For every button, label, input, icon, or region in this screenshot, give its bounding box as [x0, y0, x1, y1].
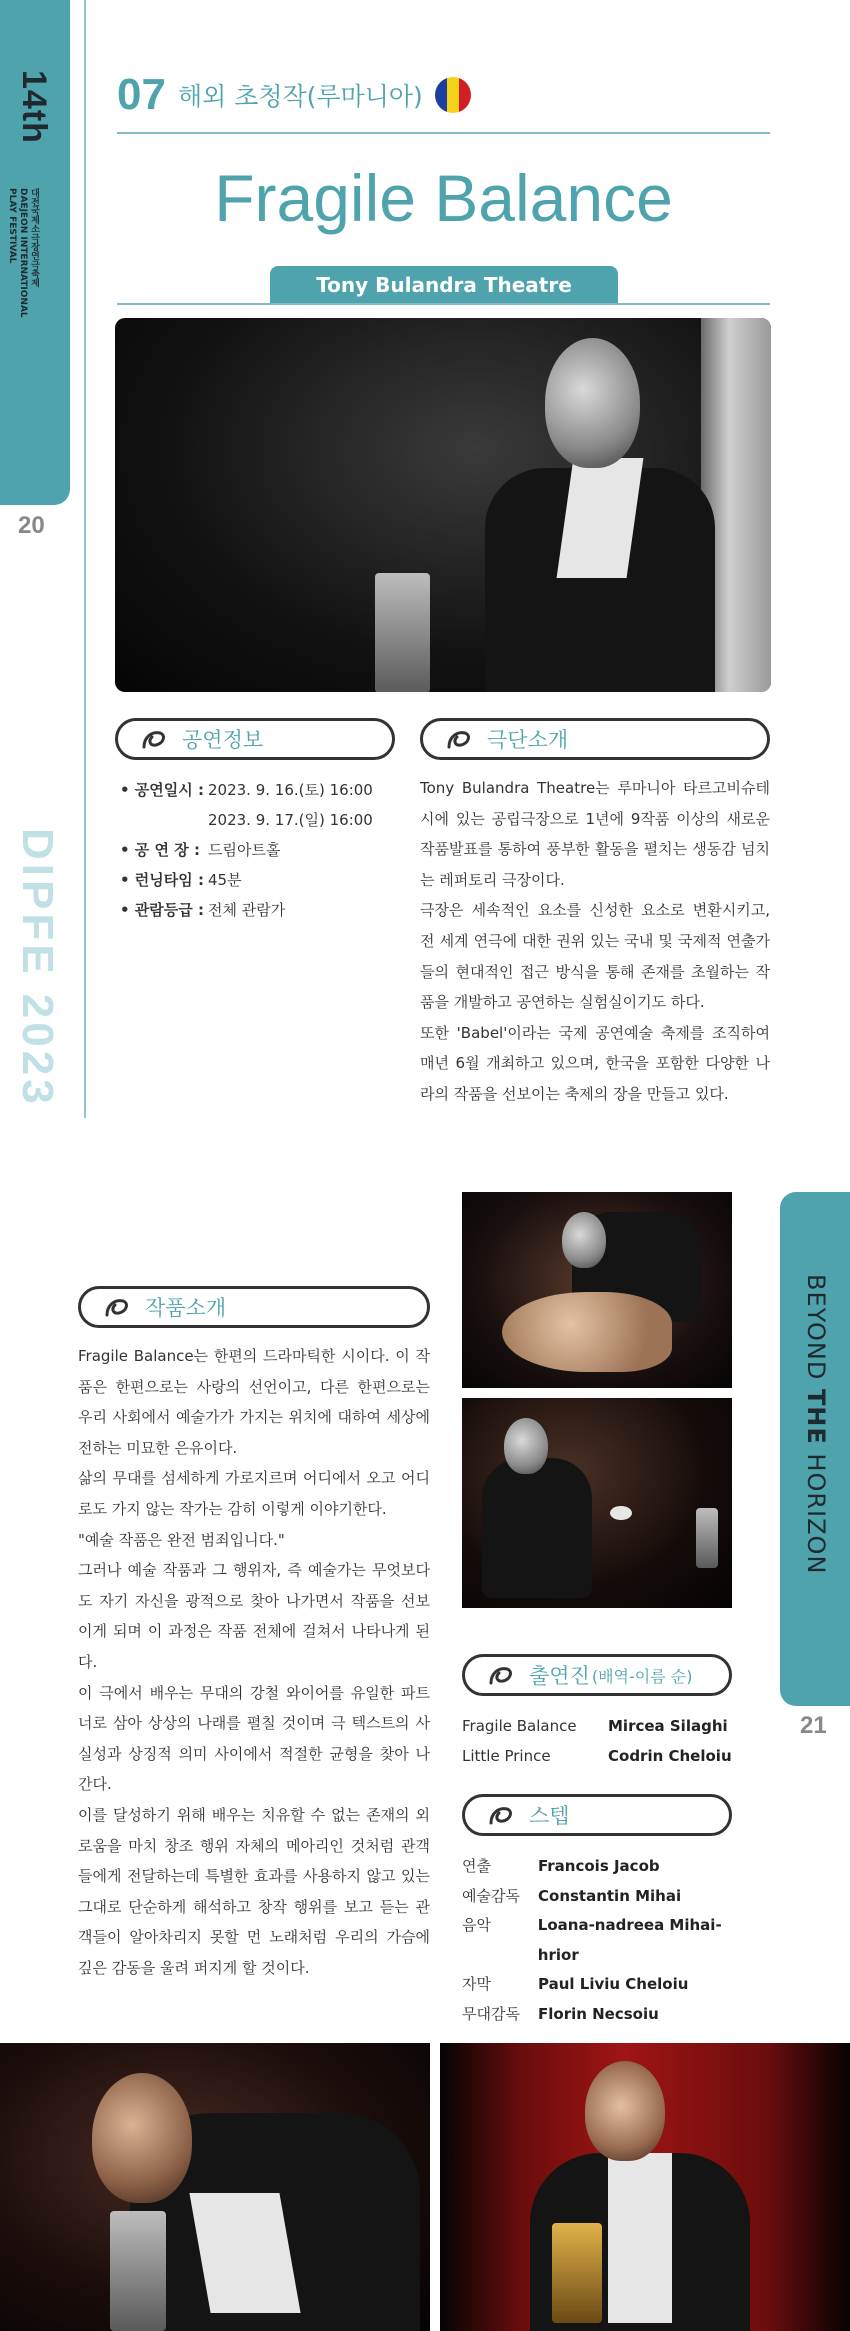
- paragraph: 이 극에서 배우는 무대의 강철 와이어를 유일한 파트너로 삼아 상상의 나래를 펼칠 것이며 극 텍스트의 사실성과 상징적 의미 사이에서 적절한 균형을 찾아 나간다.: [78, 1683, 430, 1794]
- paragraph: 그러나 예술 작품과 그 행위자, 즉 예술가는 무엇보다도 자기 자신을 광적으로 찾아 나가면서 작품을 선보이게 되며 이 과정은 작품 전체에 걸쳐서 나타나게 된다.: [78, 1561, 430, 1671]
- performance-info-header: [115, 718, 395, 760]
- section-header: [117, 70, 471, 120]
- actor-head: [545, 338, 640, 468]
- actor-head: [504, 1418, 548, 1474]
- cast-header: [462, 1654, 732, 1696]
- pen-icon: [140, 727, 168, 751]
- info-value: 전체 관람가: [208, 901, 286, 919]
- play-title: Fragile Balance: [214, 161, 673, 235]
- staff-list: [462, 1852, 762, 2030]
- bare-foot: [502, 1292, 672, 1372]
- info-key: • 관람등급 :: [120, 901, 204, 919]
- tagline-part: BEYOND: [802, 1274, 830, 1389]
- staff-name: Francois Jacob: [538, 1857, 660, 1875]
- cast-role: Fragile Balance: [462, 1717, 577, 1735]
- company-pill: Tony Bulandra Theatre: [270, 266, 618, 304]
- staff-row: [462, 1882, 762, 1912]
- section-category: 해외 초청작(루마니아): [177, 82, 423, 111]
- music-box: [375, 573, 430, 692]
- paragraph: 이를 달성하기 위해 배우는 치유할 수 없는 존재의 외로움을 마치 창조 행위 자체의 메아리인 것처럼 관객들에게 전달하는데 특별한 효과를 사용하지 않고 있는 그대로 단순하게 해석하고 창작 행위를 보고 듣는 관객들이 알아차리지 못할 먼 노래처럼 우리의 가슴에 깊은 감동을 울려 퍼지게 할 것이다.: [78, 1805, 430, 1977]
- flag-stripe: [435, 77, 447, 113]
- info-key: • 공 연 장 :: [120, 841, 200, 859]
- side-tab-right: [780, 1192, 850, 1706]
- stage-photo-2: [462, 1398, 732, 1608]
- edition-label: [14, 70, 53, 144]
- info-row: [120, 895, 390, 925]
- tagline-part: HORIZON: [802, 1444, 830, 1575]
- music-box: [110, 2211, 166, 2331]
- pen-icon: [487, 1803, 515, 1827]
- pen-icon: [487, 1663, 515, 1687]
- info-value: 2023. 9. 16.(토) 16:00: [208, 781, 373, 799]
- staff-role: 예술감독: [462, 1886, 520, 1905]
- side-tab-left: [0, 0, 70, 505]
- festival-name-en-1: DAEJEON INTERNATIONAL: [18, 188, 28, 318]
- staff-name: Loana-nadreea Mihai-hrior: [537, 1916, 722, 1964]
- staff-name: Constantin Mihai: [538, 1886, 682, 1905]
- company-intro-header: [420, 718, 770, 760]
- stage-photo-1: [462, 1192, 732, 1388]
- cast-list: [462, 1712, 732, 1771]
- actor-head: [562, 1212, 606, 1268]
- section-number: 07: [117, 70, 166, 119]
- paragraph: Tony Bulandra Theatre는 루마니아 타르고비슈테 시에 있는 공립극장으로 1년에 9작품 이상의 새로운 작품발표를 통하여 풍부한 활동을 펼치는 생동감 넘치는 레퍼토리 극장이다.: [420, 779, 770, 889]
- work-intro-header: [78, 1286, 430, 1328]
- dipfe-watermark: DIPFE 2023: [13, 828, 62, 1108]
- company-rule: [117, 303, 770, 305]
- work-intro-text: [78, 1341, 430, 1983]
- cast-name: Mircea Silaghi: [608, 1717, 728, 1735]
- actor-shirt: [608, 2153, 672, 2323]
- page-number-right: 21: [800, 1712, 827, 1739]
- cast-name: Codrin Cheloiu: [608, 1746, 732, 1765]
- white-cloth: [610, 1506, 632, 1520]
- info-value: 2023. 9. 17.(일) 16:00: [208, 811, 373, 829]
- page-number-left: 20: [18, 512, 45, 539]
- paragraph: 극장은 세속적인 요소를 신성한 요소로 변환시키고, 전 세계 연극에 대한 권위 있는 국내 및 국제적 연출가들의 현대적인 접근 방식을 통해 존재를 초월하는 작품을 개발하고 공연하는 실험실이기도 하다.: [420, 901, 770, 1012]
- paragraph: 또한 'Babel'이라는 국제 공연예술 축제를 조직하여 매년 6월 개최하고 있으며, 한국을 포함한 다양한 나라의 작품을 선보이는 축제의 장을 만들고 있다.: [420, 1023, 770, 1103]
- info-key: [120, 805, 208, 835]
- info-key: • 공연일시 :: [120, 781, 204, 799]
- info-row: [120, 805, 390, 835]
- vertical-divider: [84, 0, 86, 1118]
- info-value: 드림아트홀: [208, 841, 281, 859]
- staff-row: [462, 1852, 762, 1882]
- cast-role: Little Prince: [462, 1746, 551, 1765]
- info-key: • 런닝타임 :: [120, 871, 204, 889]
- work-intro-title: 작품소개: [145, 1296, 227, 1320]
- music-box: [552, 2223, 602, 2323]
- cast-row: [462, 1742, 732, 1772]
- staff-row: [462, 1911, 762, 1970]
- main-photo: [115, 318, 771, 692]
- info-row: [120, 865, 390, 895]
- paragraph: "예술 작품은 완전 범죄입니다.": [78, 1530, 285, 1549]
- pen-icon: [103, 1295, 131, 1319]
- staff-title: 스텝: [529, 1804, 570, 1828]
- bottom-photo-1: [0, 2043, 430, 2331]
- flag-stripe: [447, 77, 459, 113]
- festival-name-ko: 대전국제소극장연극축제: [29, 188, 39, 287]
- staff-row: [462, 2000, 762, 2030]
- romania-flag-icon: [435, 77, 471, 113]
- actor-head: [585, 2061, 665, 2161]
- cast-title: 출연진: [529, 1664, 590, 1688]
- staff-role: 자막: [462, 1975, 491, 1994]
- tagline-bold: THE: [802, 1388, 830, 1445]
- cast-row: [462, 1712, 732, 1742]
- staff-name: Paul Liviu Cheloiu: [538, 1975, 689, 1994]
- actor-head: [92, 2073, 192, 2203]
- music-box: [696, 1508, 718, 1568]
- paragraph: 삶의 무대를 섬세하게 가로지르며 어디에서 오고 어디로도 가지 않는 작가는 감히 이렇게 이야기한다.: [78, 1469, 430, 1518]
- bottom-photo-2: [440, 2043, 850, 2331]
- cast-subtitle: (배역-이름 순): [591, 1666, 693, 1686]
- performance-info-list: [120, 775, 390, 925]
- company-intro-title: 극단소개: [487, 728, 569, 752]
- flag-stripe: [459, 77, 471, 113]
- edition-text: 14th: [15, 70, 53, 144]
- info-value: 45분: [208, 871, 242, 889]
- pen-icon: [445, 727, 473, 751]
- tagline: [802, 1274, 830, 1574]
- staff-role: 무대감독: [462, 2004, 520, 2023]
- staff-header: [462, 1794, 732, 1836]
- company-intro-text: [420, 773, 770, 1110]
- staff-name: Florin Necsoiu: [538, 2004, 659, 2023]
- header-rule: [117, 132, 770, 134]
- performance-info-title: 공연정보: [182, 728, 264, 752]
- paragraph: Fragile Balance는 한편의 드라마틱한 시이다. 이 작품은 한편으로는 사랑의 선언이고, 다른 한편으로는 우리 사회에서 예술가가 가지는 위치에 대하여 세상에 전하는 미묘한 은유이다.: [78, 1347, 430, 1457]
- festival-name-en-2: PLAY FESTIVAL: [7, 188, 17, 264]
- info-row: [120, 835, 390, 865]
- staff-role: 음악: [462, 1916, 491, 1935]
- staff-role: 연출: [462, 1857, 491, 1875]
- info-row: [120, 775, 390, 805]
- actor-suit: [482, 1458, 592, 1598]
- staff-row: [462, 1970, 762, 2000]
- festival-name: [6, 188, 39, 318]
